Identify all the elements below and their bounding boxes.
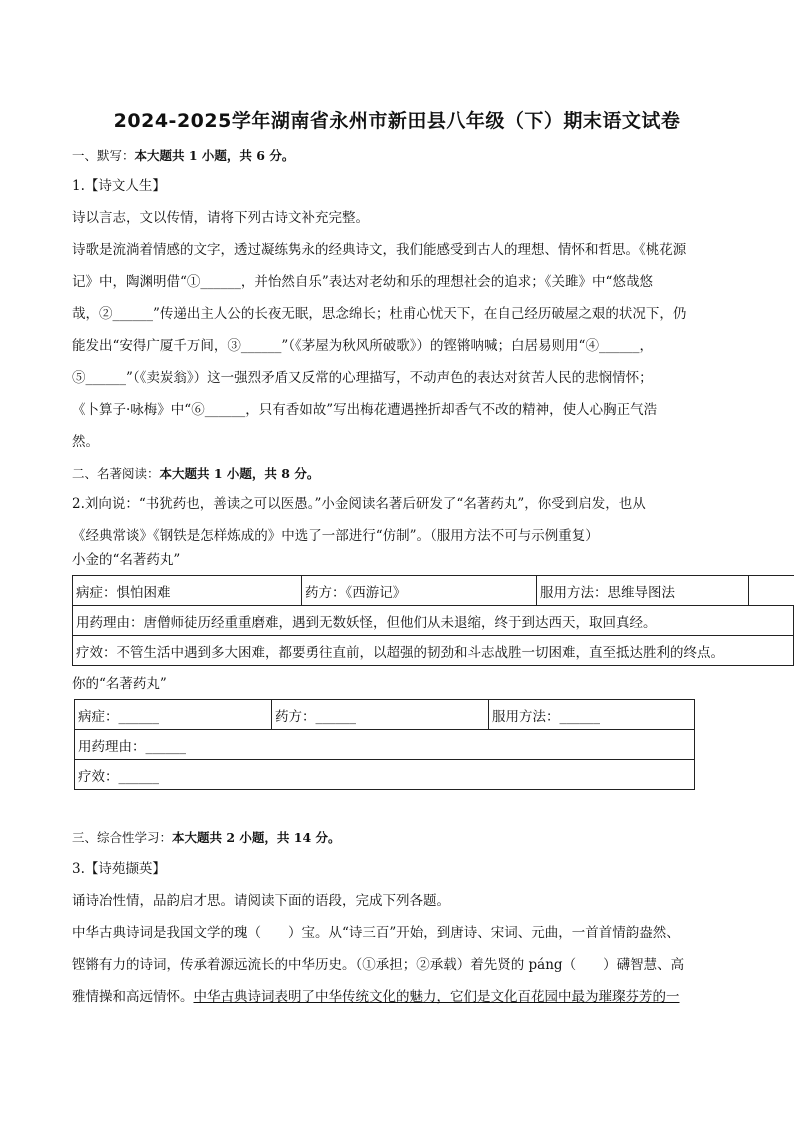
table-row xyxy=(73,576,794,606)
example-empty-cell xyxy=(749,576,794,606)
question-1-line: 然。 xyxy=(72,434,99,450)
your-symptom-cell[interactable]: 病症：______ xyxy=(75,700,272,730)
your-reason-cell[interactable]: 用药理由：______ xyxy=(75,730,695,760)
question-1-intro: 诗以言志，文以传情，请将下列古诗文补充完整。 xyxy=(72,210,369,226)
section-3-heading xyxy=(72,822,720,855)
table-row xyxy=(73,606,794,636)
question-3-plain-text: 雅情操和高远情怀。 xyxy=(72,989,194,1005)
section-2-heading-rest: 本大题共 1 小题，共 8 分。 xyxy=(159,466,320,481)
section-2-heading-prefix: 二、名著阅读： xyxy=(72,466,160,481)
example-effect-cell: 疗效：不管生活中遇到多大困难，都要勇往直前，以超强的韧劲和斗志战胜一切困难，直至抵达胜利的终点。 xyxy=(73,636,794,666)
question-1-line: 记》中，陶渊明借“①______，并怡然自乐”表达对老幼和乐的理想社会的追求；《关雎》中“悠哉悠 xyxy=(72,274,653,290)
question-3-last-line xyxy=(72,981,720,1014)
question-3-underlined-text: 中华古典诗词表明了中华传统文化的魅力，它们是文化百花园中最为璀璨芬芳的一 xyxy=(193,989,680,1005)
question-1-line: ⑤______”（《卖炭翁》）这一强烈矛盾又反常的心理描写，不动声色的表达对贫苦人民的悲悯情怀； xyxy=(72,370,653,386)
section-1-heading xyxy=(72,140,720,173)
your-pill-table xyxy=(74,699,695,790)
section-3-heading-rest: 本大题共 2 小题，共 14 分。 xyxy=(172,830,341,845)
section-3-heading-prefix: 三、综合性学习： xyxy=(72,830,173,845)
example-method-cell: 服用方法：思维导图法 xyxy=(537,576,749,606)
your-method-cell[interactable]: 服用方法：______ xyxy=(489,700,695,730)
exam-title: 2024-2025学年湖南省永州市新田县八年级（下）期末语文试卷 xyxy=(113,110,681,132)
question-3-label: 3.【诗苑撷英】 xyxy=(72,861,166,877)
question-3-intro: 诵诗冶性情，品韵启才思。请阅读下面的语段，完成下列各题。 xyxy=(72,893,450,909)
table-row xyxy=(75,730,695,760)
question-2-line: 2.刘向说：“书犹药也，善读之可以医愚。”小金阅读名著后研发了“名著药丸”，你受到启发，也从 xyxy=(72,496,646,512)
question-3-line: 铿锵有力的诗词，传承着源远流长的中华历史。（①承担；②承载）着先贤的 páng（ ）礴智慧、高 xyxy=(72,957,685,973)
your-pill-label: 你的“名著药丸” xyxy=(72,676,167,692)
example-symptom-cell: 病症：惧怕困难 xyxy=(73,576,302,606)
section-1-heading-rest: 本大题共 1 小题，共 6 分。 xyxy=(134,148,295,163)
your-medicine-cell[interactable]: 药方：______ xyxy=(272,700,489,730)
table-row xyxy=(73,636,794,666)
question-1-line: 能发出“安得广厦千万间，③______”（《茅屋为秋风所破歌》）的铿锵呐喊；白居易则用“④______， xyxy=(72,338,653,354)
question-1-line: 《卜算子·咏梅》中“⑥______，只有香如故”写出梅花遭遇挫折却香气不改的精神，使人心胸正气浩 xyxy=(72,402,658,418)
question-1-label: 1.【诗文人生】 xyxy=(72,178,166,194)
question-3-line: 中华古典诗词是我国文学的瑰（ ）宝。从“诗三百”开始，到唐诗、宋词、元曲，一首首情韵盎然、 xyxy=(72,925,680,941)
question-1-line: 哉，②______”传递出主人公的长夜无眠，思念绵长；杜甫心忧天下，在自己经历破屋之艰的状况下，仍 xyxy=(72,306,687,322)
question-2-line: 《经典常谈》《钢铁是怎样炼成的》中选了一部进行“仿制”。（服用方法不可与示例重复） xyxy=(72,528,599,544)
example-pill-label: 小金的“名著药丸” xyxy=(72,552,181,568)
your-effect-cell[interactable]: 疗效：______ xyxy=(75,760,695,790)
table-row xyxy=(75,760,695,790)
section-2-heading xyxy=(72,458,720,491)
section-1-heading-prefix: 一、默写： xyxy=(72,148,135,163)
table-row xyxy=(75,700,695,730)
example-pill-table xyxy=(72,575,794,666)
example-reason-cell: 用药理由：唐僧师徒历经重重磨难，遇到无数妖怪，但他们从未退缩，终于到达西天，取回真经。 xyxy=(73,606,794,636)
question-1-line: 诗歌是流淌着情感的文字，透过凝练隽永的经典诗文，我们能感受到古人的理想、情怀和哲思。《桃花源 xyxy=(72,242,687,258)
example-medicine-cell: 药方：《西游记》 xyxy=(302,576,537,606)
